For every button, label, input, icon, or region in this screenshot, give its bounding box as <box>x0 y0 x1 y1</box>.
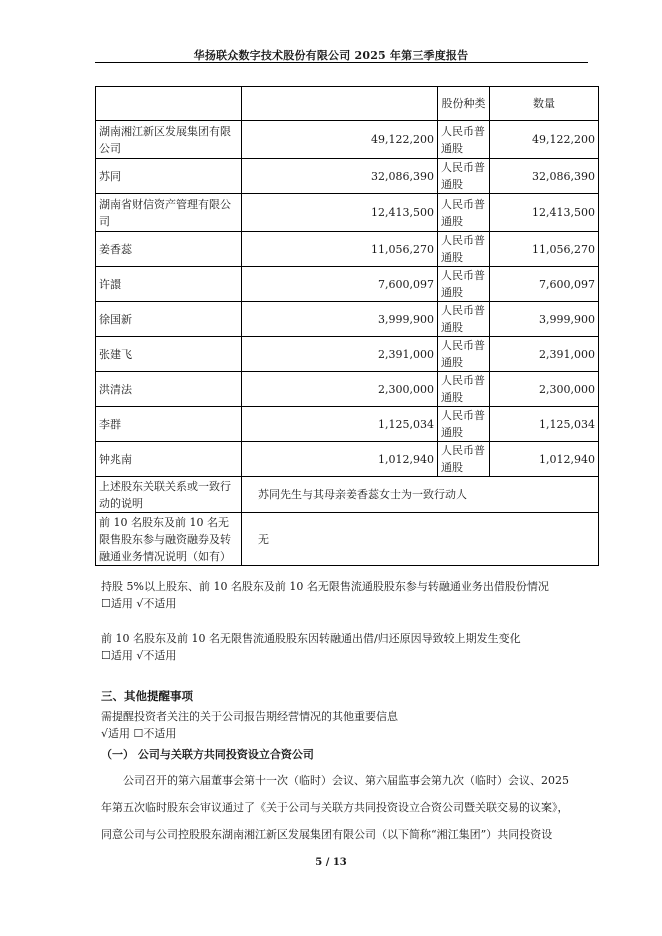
table-row <box>96 442 599 477</box>
shares-held: 49,122,200 <box>242 121 438 159</box>
table-row <box>96 232 599 267</box>
table-row <box>96 267 599 302</box>
shares-held: 2,391,000 <box>242 337 438 372</box>
share-class: 人民币普通股 <box>438 194 490 232</box>
shareholder-name: 许譞 <box>96 267 242 302</box>
header-cell-quantity: 数量 <box>490 87 599 121</box>
share-quantity: 1,125,034 <box>490 407 599 442</box>
share-quantity: 2,300,000 <box>490 372 599 407</box>
report-header-title: 华扬联众数字技术股份有限公司 2025 年第三季度报告 <box>193 49 469 62</box>
shares-held: 3,999,900 <box>242 302 438 337</box>
share-quantity: 11,056,270 <box>490 232 599 267</box>
top10-unrestricted-shareholders-table <box>95 86 599 566</box>
share-class: 人民币普通股 <box>438 442 490 477</box>
share-quantity: 1,012,940 <box>490 442 599 477</box>
shareholder-name: 苏同 <box>96 159 242 194</box>
shareholder-name: 姜香蕊 <box>96 232 242 267</box>
share-quantity: 49,122,200 <box>490 121 599 159</box>
margin-trading-value: 无 <box>242 513 599 566</box>
share-quantity: 3,999,900 <box>490 302 599 337</box>
share-class: 人民币普通股 <box>438 407 490 442</box>
relation-label: 上述股东关联关系或一致行动的说明 <box>96 477 242 513</box>
share-quantity: 2,391,000 <box>490 337 599 372</box>
table-row <box>96 337 599 372</box>
shareholder-name: 钟兆南 <box>96 442 242 477</box>
share-class: 人民币普通股 <box>438 232 490 267</box>
header-cell-blank-1 <box>96 87 242 121</box>
share-class: 人民币普通股 <box>438 372 490 407</box>
shareholder-name: 湖南湘江新区发展集团有限公司 <box>96 121 242 159</box>
change-disclosure-text: 前 10 名股东及前 10 名无限售流通股股东因转融通出借/归还原因导致较上期发生变化 <box>101 632 521 645</box>
shareholder-name: 湖南省财信资产管理有限公司 <box>96 194 242 232</box>
subsection-one-title: （一） 公司与关联方共同投资设立合资公司 <box>101 748 314 761</box>
share-quantity: 7,600,097 <box>490 267 599 302</box>
share-class: 人民币普通股 <box>438 302 490 337</box>
section-three-option: √适用 ☐不适用 <box>101 727 177 740</box>
shares-held: 12,413,500 <box>242 194 438 232</box>
body-line-1: 公司召开的第六届董事会第十一次（临时）会议、第六届监事会第九次（临时）会议、2025 <box>123 774 569 787</box>
shares-held: 32,086,390 <box>242 159 438 194</box>
table-header-row <box>96 87 599 121</box>
body-line-3: 同意公司与公司控股股东湖南湘江新区发展集团有限公司（以下简称“湘江集团”）共同投资设 <box>101 828 553 841</box>
table-row-margin-trading <box>96 513 599 566</box>
table-row <box>96 121 599 159</box>
header-cell-blank-2 <box>242 87 438 121</box>
lending-disclosure-option: ☐适用 √不适用 <box>101 597 177 610</box>
shares-held: 1,012,940 <box>242 442 438 477</box>
shares-held: 7,600,097 <box>242 267 438 302</box>
body-line-2: 年第五次临时股东会审议通过了《关于公司与关联方共同投资设立合资公司暨关联交易的议案》， <box>101 801 569 814</box>
table-row <box>96 407 599 442</box>
section-three-title: 三、其他提醒事项 <box>101 689 193 703</box>
shares-held: 11,056,270 <box>242 232 438 267</box>
share-quantity: 32,086,390 <box>490 159 599 194</box>
shareholder-name: 张建飞 <box>96 337 242 372</box>
share-class: 人民币普通股 <box>438 121 490 159</box>
table-row <box>96 159 599 194</box>
shares-held: 2,300,000 <box>242 372 438 407</box>
relation-value: 苏同先生与其母亲姜香蕊女士为一致行动人 <box>242 477 599 513</box>
table-row <box>96 194 599 232</box>
share-class: 人民币普通股 <box>438 267 490 302</box>
shareholder-name: 徐国新 <box>96 302 242 337</box>
header-divider <box>95 62 588 63</box>
shares-held: 1,125,034 <box>242 407 438 442</box>
change-disclosure-option: ☐适用 √不适用 <box>101 649 177 662</box>
page-number: 5 / 13 <box>315 857 347 868</box>
shareholder-name: 洪清法 <box>96 372 242 407</box>
table-row-relation <box>96 477 599 513</box>
share-class: 人民币普通股 <box>438 159 490 194</box>
lending-disclosure-text: 持股 5%以上股东、前 10 名股东及前 10 名无限售流通股股东参与转融通业务出借股份情况 <box>101 580 549 593</box>
shareholder-name: 李群 <box>96 407 242 442</box>
margin-trading-label: 前 10 名股东及前 10 名无限售股东参与融资融券及转融通业务情况说明（如有） <box>96 513 242 566</box>
table-row <box>96 372 599 407</box>
table-row <box>96 302 599 337</box>
section-three-intro: 需提醒投资者关注的关于公司报告期经营情况的其他重要信息 <box>101 710 398 723</box>
share-class: 人民币普通股 <box>438 337 490 372</box>
share-quantity: 12,413,500 <box>490 194 599 232</box>
header-cell-share-class: 股份种类 <box>438 87 490 121</box>
